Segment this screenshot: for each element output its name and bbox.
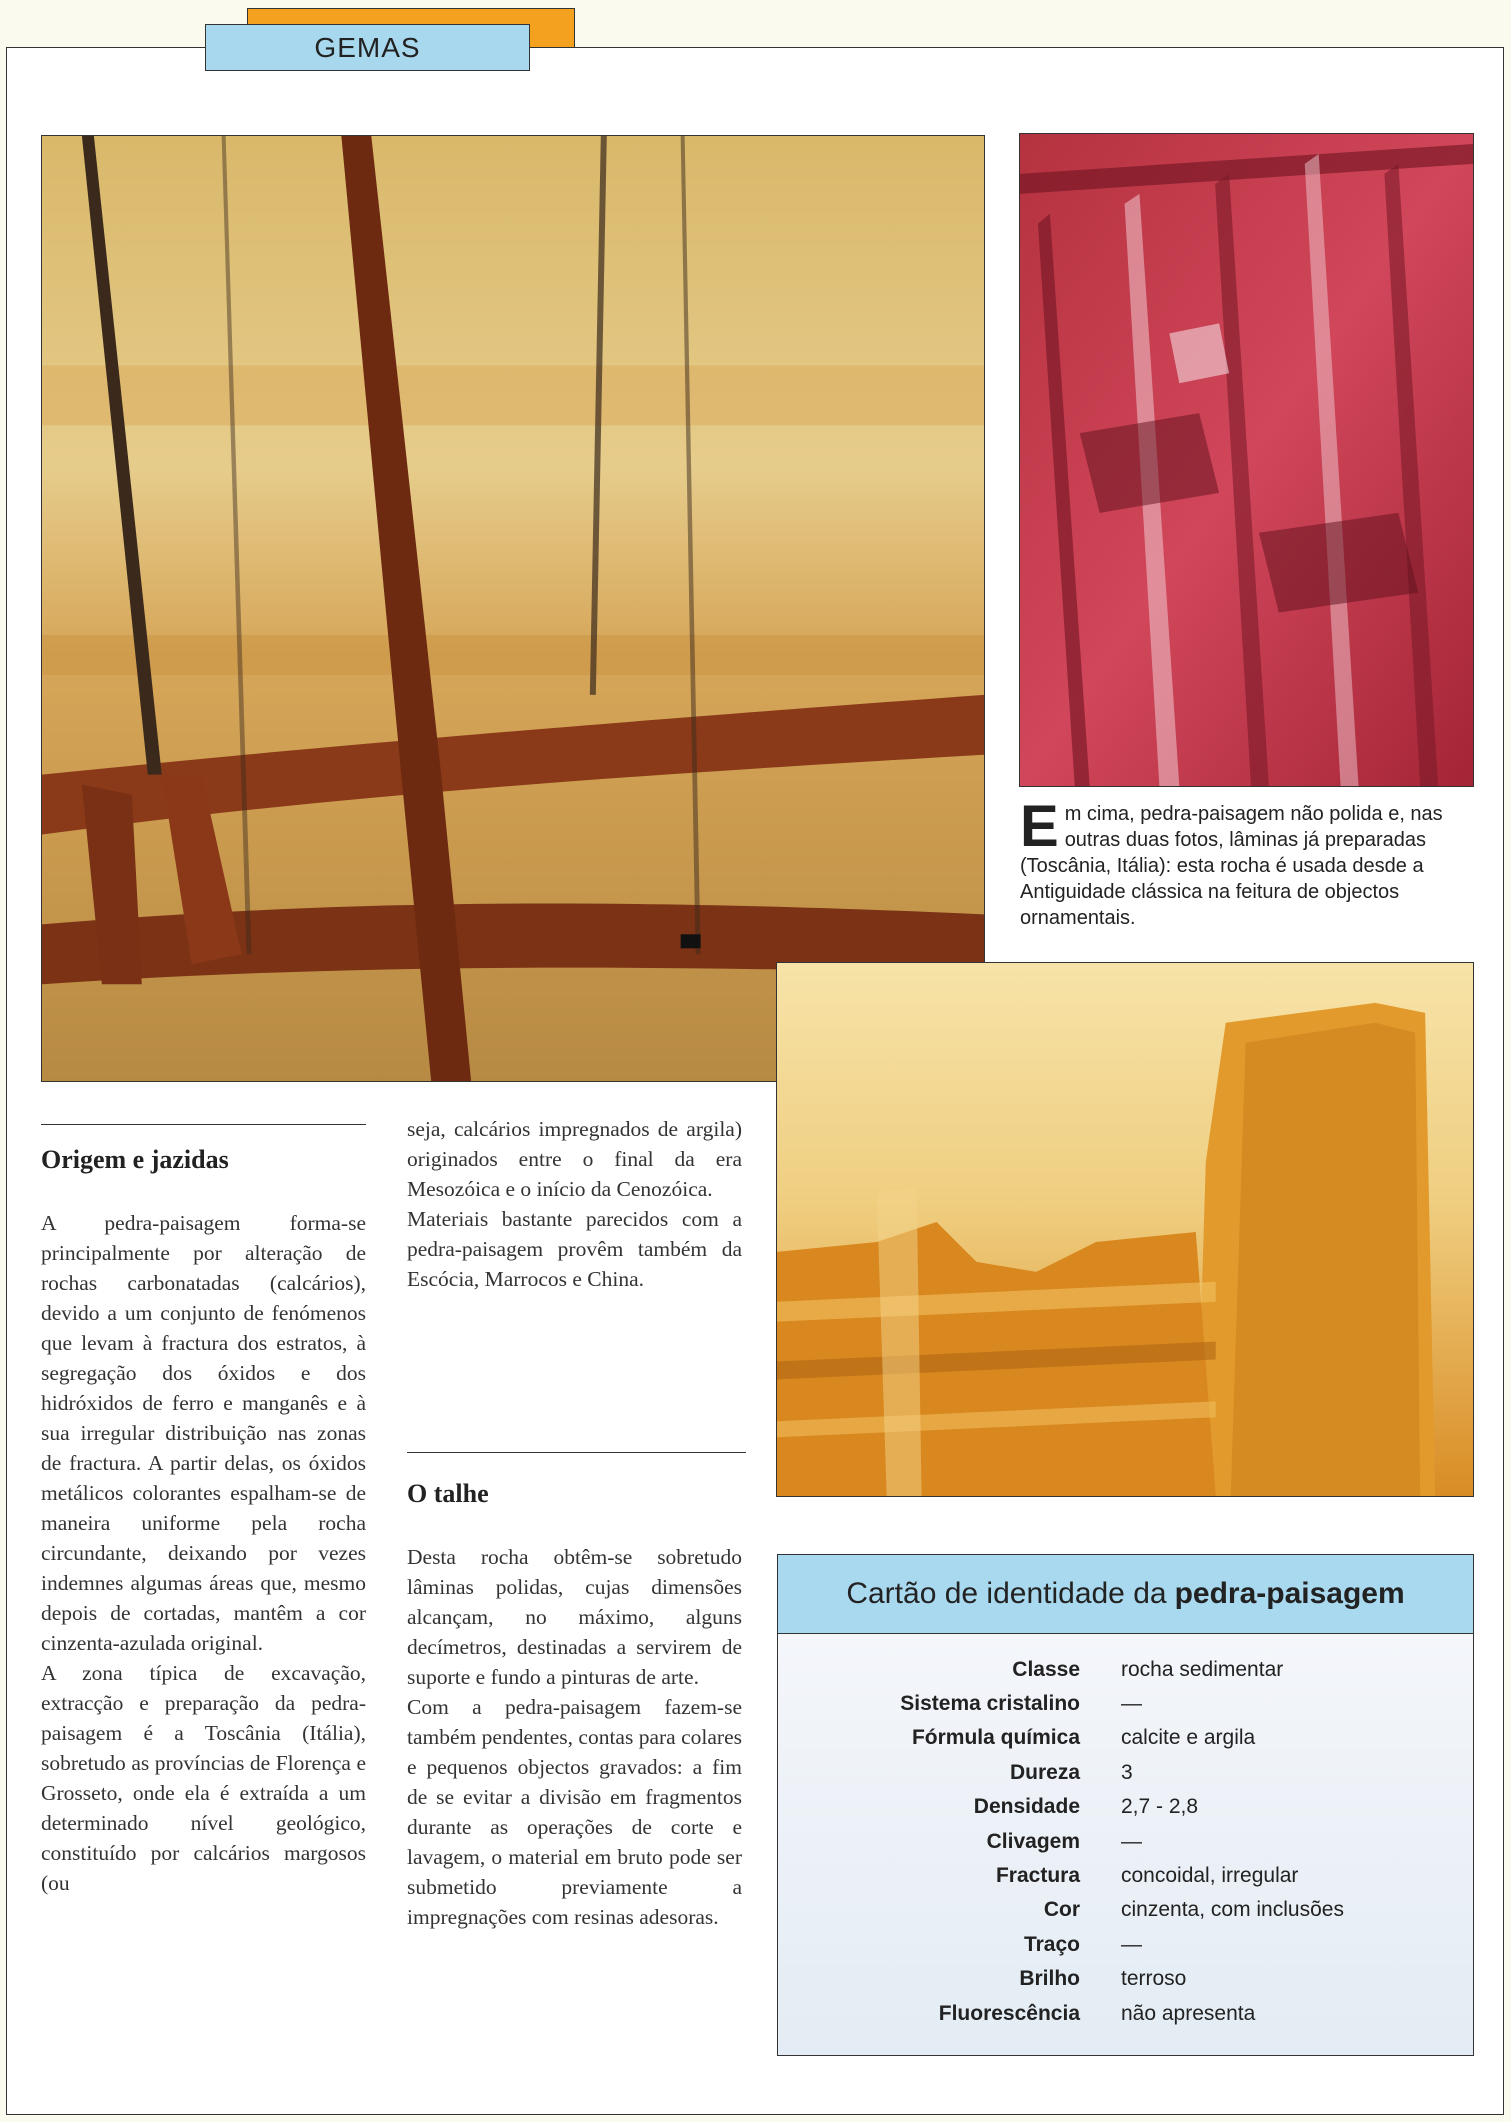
identity-row <box>778 1658 1473 1692</box>
identity-key: Densidade <box>973 1795 1080 1818</box>
identity-key: Sistema cristalino <box>900 1692 1080 1715</box>
identity-key: Fórmula química <box>911 1726 1080 1749</box>
section-rule <box>41 1124 366 1125</box>
identity-row <box>778 1967 1473 2001</box>
identity-row <box>778 1830 1473 1864</box>
identity-key: Fluorescência <box>938 2002 1080 2025</box>
identity-row <box>778 1761 1473 1795</box>
identity-row <box>778 1933 1473 1967</box>
identity-row <box>778 1864 1473 1898</box>
text-column-middle-top <box>407 1114 742 1294</box>
identity-key: Dureza <box>1009 1761 1080 1784</box>
identity-card <box>777 1554 1474 2056</box>
paragraph: seja, calcários impregnados de argila) originados entre o final da era Mesozóica e o início da Cenozóica. <box>407 1117 742 1201</box>
identity-value: 2,7 - 2,8 <box>1121 1795 1199 1818</box>
identity-row <box>778 1795 1473 1829</box>
paragraph: A pedra-paisagem forma-se principalmente por alteração de rochas carbonatadas (calcários), devido a um conjunto de fenómenos que levam à fractura dos estratos, à segregação dos óxidos e dos hidróxidos de ferro e manganês e à sua irregular distribuição nas zonas de fractura. A partir delas, os óxidos metálicos colorantes espalham-se de maneira uniforme pela rocha circundante, deixando por vezes indemnes algumas áreas que, mesmo depois de cortadas, mantêm a cor cinzenta-azulada original. <box>41 1211 366 1655</box>
identity-value: — <box>1121 1830 1142 1853</box>
identity-key: Brilho <box>1019 1967 1080 1990</box>
identity-row <box>778 2002 1473 2036</box>
paragraph: Desta rocha obtêm-se sobretudo lâminas polidas, cujas dimensões alcançam, no máximo, alguns decímetros, destinadas a servirem de suporte e fundo a pinturas de arte. <box>407 1545 742 1689</box>
photo-caption <box>1020 794 1460 931</box>
identity-key: Traço <box>1023 1933 1080 1956</box>
identity-value: não apresenta <box>1121 2002 1256 2025</box>
text-column-left <box>41 1208 366 1898</box>
section-heading-talhe: O talhe <box>407 1479 489 1508</box>
identity-card-title <box>778 1555 1473 1634</box>
paragraph: Materiais bastante parecidos com a pedra-paisagem provêm também da Escócia, Marrocos e China. <box>407 1207 742 1291</box>
identity-value: concoidal, irregular <box>1121 1864 1299 1887</box>
identity-row <box>778 1898 1473 1932</box>
identity-value: — <box>1121 1692 1142 1715</box>
identity-value: — <box>1121 1933 1142 1956</box>
section-heading-origem: Origem e jazidas <box>41 1145 229 1174</box>
identity-key: Cor <box>1043 1898 1080 1921</box>
identity-value: rocha sedimentar <box>1121 1658 1284 1681</box>
identity-value: terroso <box>1121 1967 1187 1990</box>
main-stone-photo <box>41 135 985 1082</box>
identity-key: Fractura <box>995 1864 1080 1887</box>
caption-text: m cima, pedra-paisagem não polida e, nas outras duas fotos, lâminas já preparadas (Toscânia, Itália): esta rocha é usada desde a Antiguidade clássica na feitura de objectos ornamentais. <box>1020 803 1443 929</box>
identity-key: Clivagem <box>986 1830 1080 1853</box>
identity-card-body <box>778 1634 1473 2055</box>
section-label: GEMAS <box>205 24 530 71</box>
identity-card-title-bold: pedra-paisagem <box>1174 1577 1405 1610</box>
section-rule <box>407 1452 746 1453</box>
caption-dropcap: E <box>1020 794 1059 859</box>
text-column-middle-bottom <box>407 1542 742 1932</box>
identity-value: calcite e argila <box>1121 1726 1256 1749</box>
paragraph: Com a pedra-paisagem fazem-se também pendentes, contas para colares e pequenos objectos gravados: a fim de se evitar a divisão em fragmentos durante as operações de corte e lavagem, o material em bruto pode ser submetido previamente a impregnações com resinas adesoras. <box>407 1695 742 1929</box>
identity-row <box>778 1726 1473 1760</box>
paragraph: A zona típica de excavação, extracção e preparação da pedra-paisagem é a Toscânia (Itália), sobretudo as províncias de Florença e Grosseto, onde ela é extraída a um determinado nível geológico, constituído por calcários margosos (ou <box>41 1661 366 1895</box>
orange-stone-photo <box>776 962 1474 1497</box>
identity-key: Classe <box>1012 1658 1080 1681</box>
identity-value: cinzenta, com inclusões <box>1121 1898 1344 1921</box>
identity-row <box>778 1692 1473 1726</box>
identity-card-title-prefix: Cartão de identidade da <box>846 1577 1167 1610</box>
red-stone-photo <box>1019 133 1474 787</box>
identity-value: 3 <box>1121 1761 1133 1784</box>
